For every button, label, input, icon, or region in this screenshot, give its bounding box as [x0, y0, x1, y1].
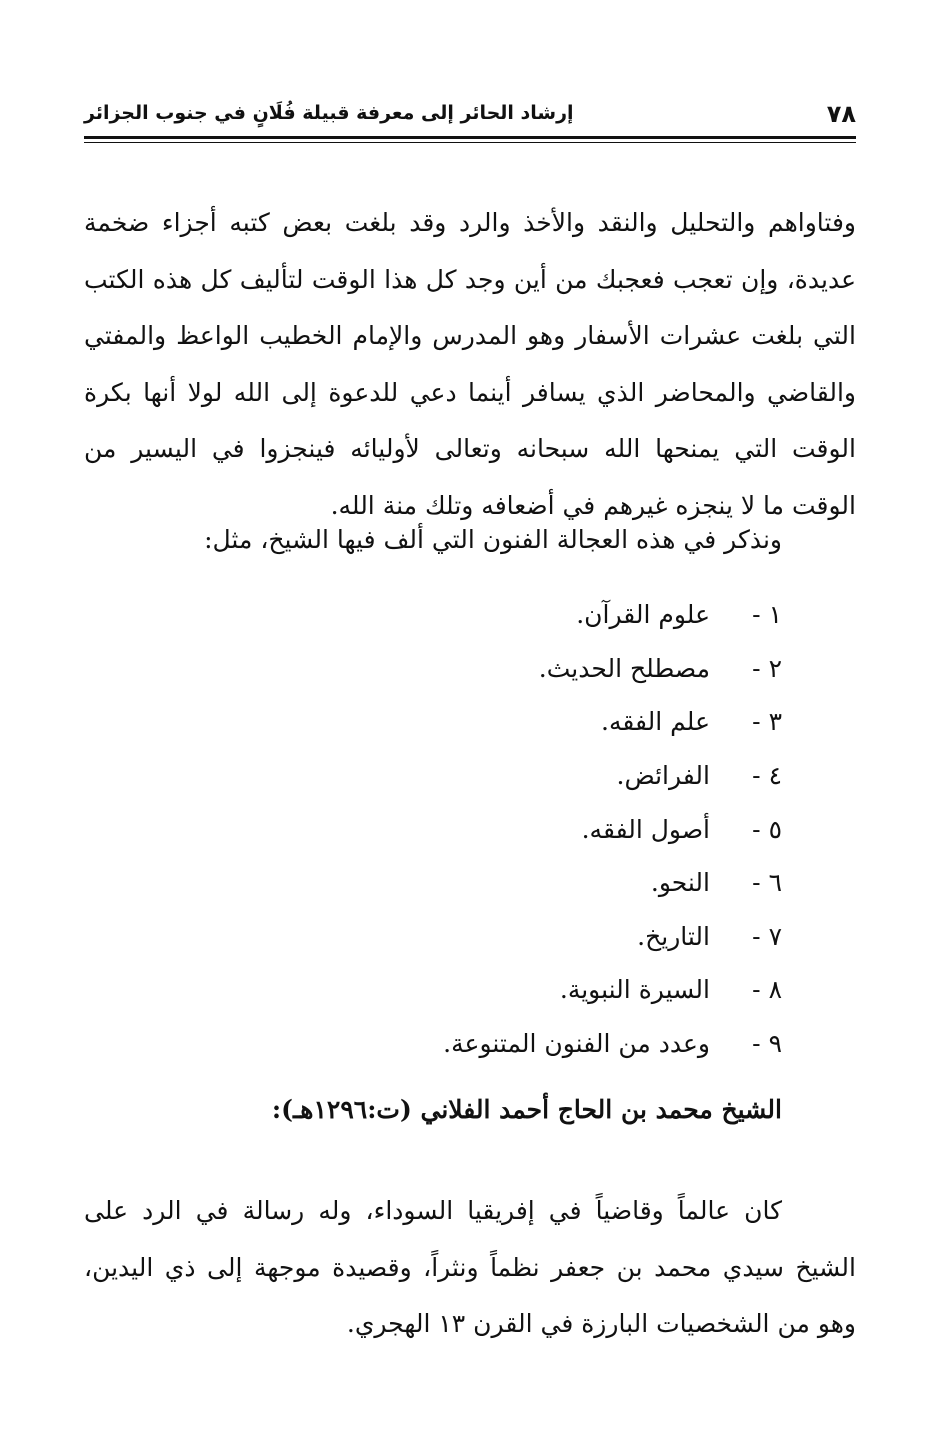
list-item — [443, 642, 782, 696]
list-item-text: أصول الفقه. — [581, 814, 710, 844]
fields-intro: ونذكر في هذه العجالة الفنون التي ألف فيها الشيخ، مثل: — [204, 525, 782, 554]
list-item-number: ١ - — [752, 600, 782, 630]
page-number: ٧٨ — [826, 100, 856, 128]
header-rule-thick — [84, 136, 856, 139]
section-heading: الشيخ محمد بن الحاج أحمد الفلاني (ت:١٢٩٦هـ): — [271, 1095, 782, 1124]
list-item-number: ٦ - — [752, 868, 782, 898]
body-paragraph-1: وفتاواهم والتحليل والنقد والأخذ والرد وقد بلغت بعض كتبه أجزاء ضخمة عديدة، وإن تعجب فعجبك من أين وجد كل هذا الوقت لتأليف كل هذه الكتب التي بلغت عشرات الأسفار وهو المدرس والإمام الخطيب الواعظ والمفتي والقاضي والمحاضر الذي يسافر أينما دعي للدعوة إلى الله لولا أنها بكرة الوقت التي يمنحها الله سبحانه وتعالى لأوليائه فينجزوا في اليسير من الوقت ما لا ينجزه غيرهم في أضعافه وتلك منة الله. — [84, 208, 856, 520]
list-item-number: ٢ - — [752, 653, 782, 683]
list-item-number: ٣ - — [752, 707, 782, 737]
list-item — [443, 1017, 782, 1071]
list-item-text: علوم القرآن. — [576, 600, 710, 630]
list-item-text: وعدد من الفنون المتنوعة. — [443, 1029, 710, 1059]
fields-list — [443, 588, 782, 1070]
list-item-text: السيرة النبوية. — [559, 975, 710, 1005]
list-item — [443, 588, 782, 642]
list-item-number: ٥ - — [752, 814, 782, 844]
list-item — [443, 910, 782, 964]
list-item — [443, 695, 782, 749]
list-item-text: النحو. — [650, 868, 710, 898]
list-item-number: ٤ - — [752, 761, 782, 791]
list-item-text: مصطلح الحديث. — [538, 653, 710, 683]
list-item — [443, 856, 782, 910]
list-item-text: التاريخ. — [637, 921, 710, 951]
list-item — [443, 749, 782, 803]
page-header — [84, 98, 856, 134]
book-page — [84, 0, 856, 1454]
running-title: إرشاد الحائر إلى معرفة قبيلة فُلَانٍ في جنوب الجزائر — [84, 102, 574, 124]
list-item-number: ٧ - — [752, 921, 782, 951]
list-item-number: ٩ - — [752, 1029, 782, 1059]
list-item — [443, 963, 782, 1017]
list-item — [443, 802, 782, 856]
list-item-number: ٨ - — [752, 975, 782, 1005]
body-paragraph-2: كان عالماً وقاضياً في إفريقيا السوداء، وله رسالة في الرد على الشيخ سيدي محمد بن جعفر نظماً ونثراً، وقصيدة موجهة إلى ذي اليدين، وهو من الشخصيات البارزة في القرن ١٣ الهجري. — [84, 1196, 856, 1338]
list-item-text: علم الفقه. — [601, 707, 710, 737]
header-rule-thin — [84, 142, 856, 143]
list-item-text: الفرائض. — [616, 761, 710, 791]
